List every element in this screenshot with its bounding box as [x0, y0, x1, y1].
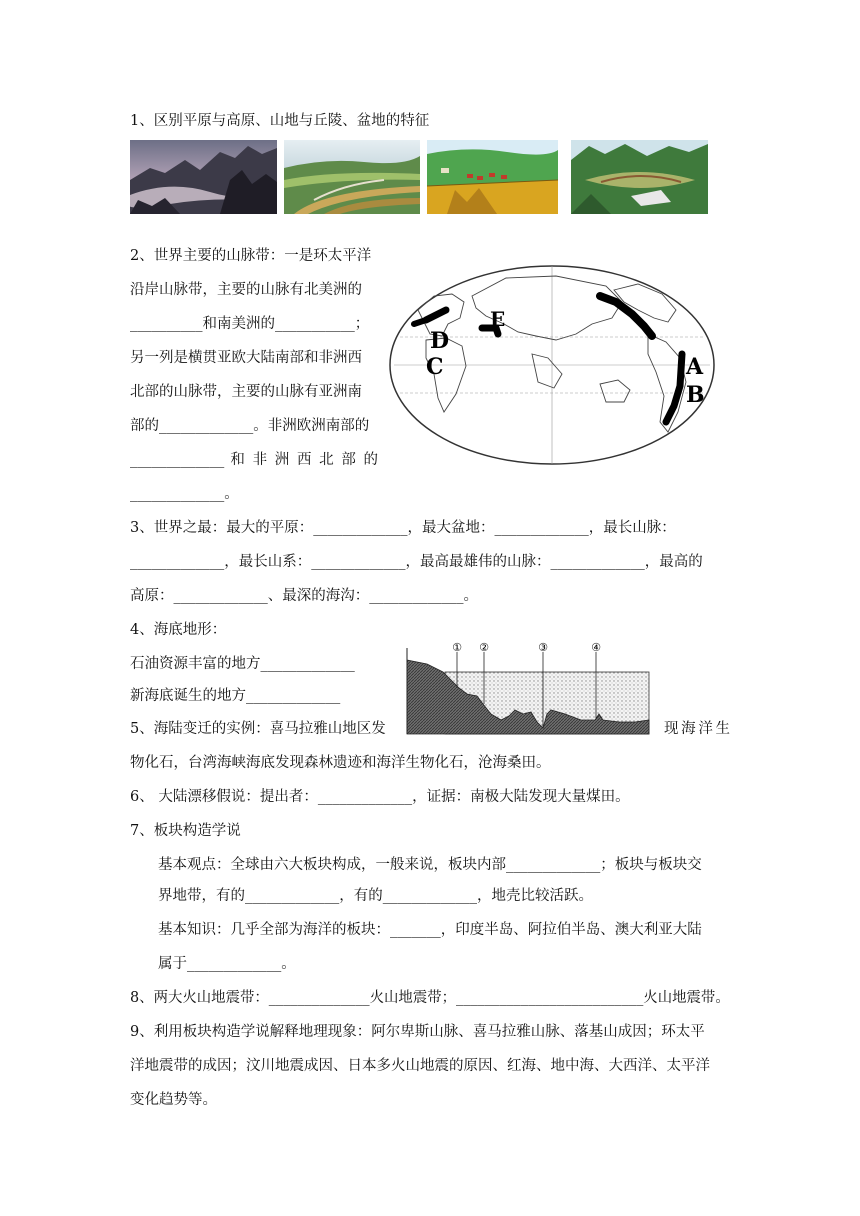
map-label-d: D	[430, 328, 450, 354]
mountain-photo	[130, 140, 277, 214]
q3-line-3: 高原：_____________、最深的海沟：_____________。	[130, 588, 478, 604]
q6-text: 6、 大陆漂移假说：提出者：_____________，证据：南极大陆发现大量煤田。	[130, 789, 630, 805]
q7-title: 7、板块构造学说	[130, 823, 241, 839]
q2-line-2: 沿岸山脉带，主要的山脉有北美洲的	[130, 282, 362, 298]
q5-line-2: 物化石，台湾海峡海底发现森林遗迹和海洋生物化石，沧海桑田。	[130, 755, 551, 771]
q4-line-1: 石油资源丰富的地方_____________	[130, 656, 355, 672]
marker-2: ②	[479, 641, 489, 654]
q2-line-1: 2、世界主要的山脉带：一是环太平洋	[130, 248, 372, 264]
q7-line-1: 基本观点：全球由六大板块构成，一般来说，板块内部_____________；板块与板块交	[158, 857, 702, 873]
q2-line-6: 部的_____________。非洲欧洲南部的	[130, 418, 370, 434]
q2-line-4: 另一列是横贯亚欧大陆南部和非洲西	[130, 350, 362, 366]
map-label-e: E	[490, 307, 506, 331]
q4-title: 4、海底地形：	[130, 622, 227, 638]
q2-line-8: _____________。	[130, 486, 239, 502]
marker-1: ①	[452, 641, 462, 654]
q7-line-3: 基本知识：几乎全部为海洋的板块：_______，印度半岛、阿拉伯半岛、澳大利亚大陆	[158, 922, 702, 938]
terraced-fields-photo	[284, 140, 420, 214]
q2-line-7: _____________ 和 非 洲 西 北 部 的	[130, 452, 378, 468]
plateau-diagram	[427, 140, 558, 214]
q5-line-1-left: 5、海陆变迁的实例：喜马拉雅山地区发	[130, 721, 386, 737]
q9-line-1: 9、利用板块构造学说解释地理现象：阿尔卑斯山脉、喜马拉雅山脉、落基山成因；环太平	[130, 1024, 705, 1040]
q8-text: 8、两大火山地震带：______________火山地震带；__________________________火山地震带。	[130, 990, 730, 1006]
q1-text: 1、区别平原与高原、山地与丘陵、盆地的特征	[130, 113, 430, 129]
q7-line-2: 界地带，有的_____________，有的_____________，地壳比较活跃。	[158, 888, 593, 904]
q5-line-1-right: 现海洋生	[664, 721, 730, 737]
marker-3: ③	[538, 641, 548, 654]
map-label-c: C	[426, 354, 444, 380]
q9-line-3: 变化趋势等。	[130, 1092, 217, 1108]
q9-line-2: 洋地震带的成因；汶川地震成因、日本多火山地震的原因、红海、地中海、大西洋、太平洋	[130, 1058, 710, 1074]
q3-line-2: _____________，最长山系：_____________，最高最雄伟的山脉：_____________，最高的	[130, 554, 703, 570]
marker-4: ④	[591, 641, 601, 654]
q3-line-1: 3、世界之最：最大的平原：_____________，最大盆地：_____________，最长山脉：	[130, 520, 676, 536]
map-label-b: B	[686, 382, 705, 408]
basin-diagram	[571, 140, 708, 214]
q2-line-3: __________和南美洲的___________；	[130, 316, 370, 332]
ocean-floor-profile	[405, 640, 657, 736]
world-mountain-map	[386, 262, 718, 468]
q4-line-2: 新海底诞生的地方_____________	[130, 688, 341, 704]
map-label-a: A	[686, 354, 704, 380]
q7-line-4: 属于_____________。	[158, 956, 296, 972]
q2-line-5: 北部的山脉带，主要的山脉有亚洲南	[130, 384, 362, 400]
